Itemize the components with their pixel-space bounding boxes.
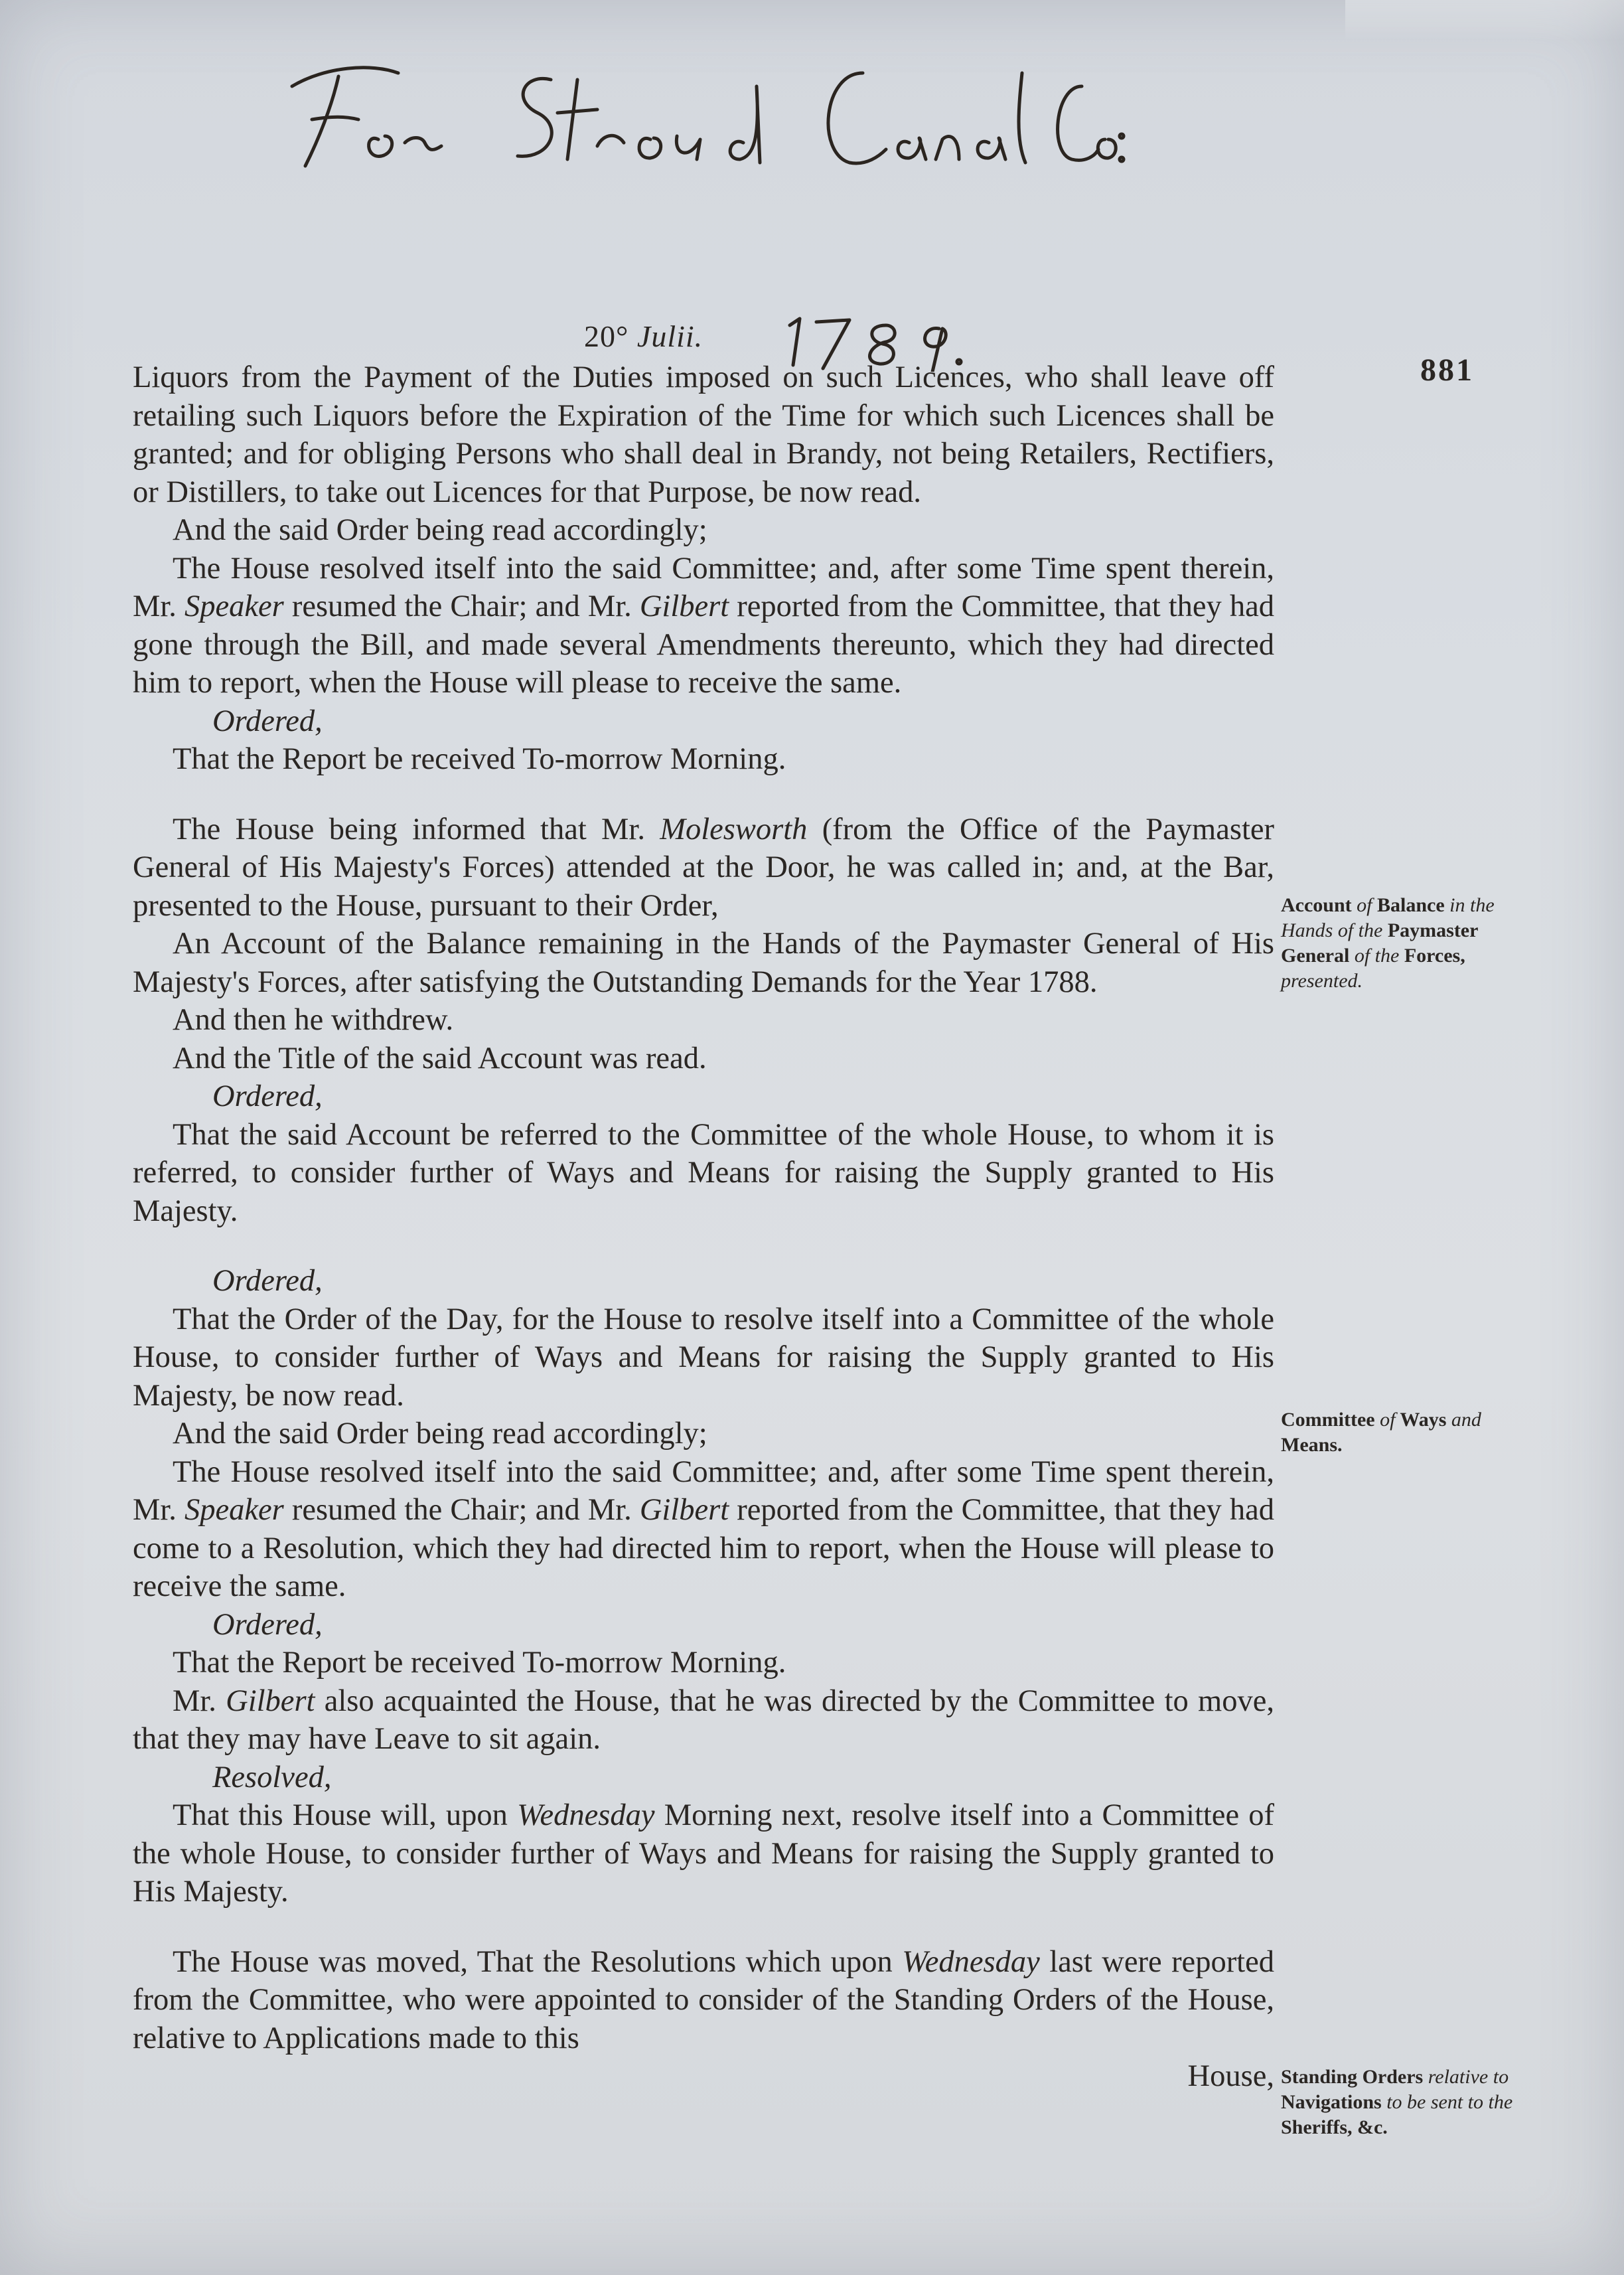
paragraph: The House resolved itself into the said Committee; and, after some Time spent therein, Mr. Speaker resumed the Chair; and Mr. Gilbert reported from the Committee, that they had come to a Resolution, which they had directed him to report, when the House will please to receive the same. <box>133 1454 1275 1603</box>
ordered-heading: Ordered, <box>212 1079 323 1113</box>
ordered-heading: Ordered, <box>212 1607 323 1642</box>
margin-note-account: Account of Balance in the Hands of the Paymaster General of the Forces, presented. <box>1281 894 1495 992</box>
margin-note-ways-and-means: Committee of Ways and Means. <box>1281 1409 1481 1456</box>
paragraph: Liquors from the Payment of the Duties imposed on such Licences, who shall leave off retailing such Liquors before the Expiration of the Time for which such Licences shall be granted; and for obliging Persons who shall deal in Brandy, not being Retailers, Rectifiers, or Distillers, to take out Licences for that Purpose, be now read. <box>133 360 1274 509</box>
paragraph: The House being informed that Mr. Molesworth (from the Office of the Paymaster General of His Majesty's Forces) attended at the Door, he was called in; and, at the Bar, presented to the House, pursuant to their Order, <box>133 812 1274 923</box>
date-month: Julii. <box>636 319 703 353</box>
ordered-heading: Ordered, <box>212 704 323 738</box>
paragraph: That the Order of the Day, for the House to resolve itself into a Committee of the whole House, to consider further of Ways and Means for raising the Supply granted to His Majesty, be now read. <box>133 1302 1274 1413</box>
date-day: 20° <box>584 319 629 353</box>
paragraph: The House was moved, That the Resolutions which upon Wednesday last were reported from the Committee, who were appointed to consider of the Standing Orders of the House, relative to Applications made to this <box>133 1944 1274 2055</box>
ordered-heading: Ordered, <box>212 1264 323 1298</box>
paragraph: And then he withdrew. <box>173 1003 454 1037</box>
handwritten-heading <box>265 27 1128 199</box>
paragraph: Mr. Gilbert also acquainted the House, that he was directed by the Committee to move, that they may have Leave to sit again. <box>133 1684 1274 1756</box>
paragraph: That the said Account be referred to the Committee of the whole House, to whom it is referred, to consider further of Ways and Means for raising the Supply granted to His Majesty. <box>133 1117 1274 1228</box>
paragraph: That this House will, upon Wednesday Morning next, resolve itself into a Committee of the whole House, to consider further of Ways and Means for raising the Supply granted to His Majesty. <box>133 1798 1274 1909</box>
paragraph: An Account of the Balance remaining in the Hands of the Paymaster General of His Majesty's Forces, after satisfying the Outstanding Demands for the Year 1788. <box>133 927 1274 999</box>
paragraph: And the said Order being read accordingly; <box>173 1417 707 1451</box>
torn-edge <box>1345 0 1624 40</box>
resolved-heading: Resolved, <box>212 1760 332 1794</box>
main-text-body <box>133 358 1274 2096</box>
paragraph: And the Title of the said Account was read. <box>173 1041 707 1075</box>
catchword: House, <box>1187 2059 1274 2093</box>
date-day-month <box>584 319 703 354</box>
paragraph: The House resolved itself into the said Committee; and, after some Time spent therein, Mr. Speaker resumed the Chair; and Mr. Gilbert reported from the Committee, that they had gone through the Bill, and made several Amendments thereunto, which they had directed him to report, when the House will please to receive the same. <box>133 551 1275 700</box>
paragraph: And the said Order being read accordingly; <box>173 513 707 547</box>
paragraph: That the Report be received To-morrow Morning. <box>173 1646 786 1680</box>
paragraph: That the Report be received To-morrow Morning. <box>173 742 786 776</box>
margin-note-standing-orders: Standing Orders relative to Navigations to be sent to the Sheriffs, &c. <box>1281 2066 1513 2138</box>
page-number: 881 <box>1420 353 1474 388</box>
